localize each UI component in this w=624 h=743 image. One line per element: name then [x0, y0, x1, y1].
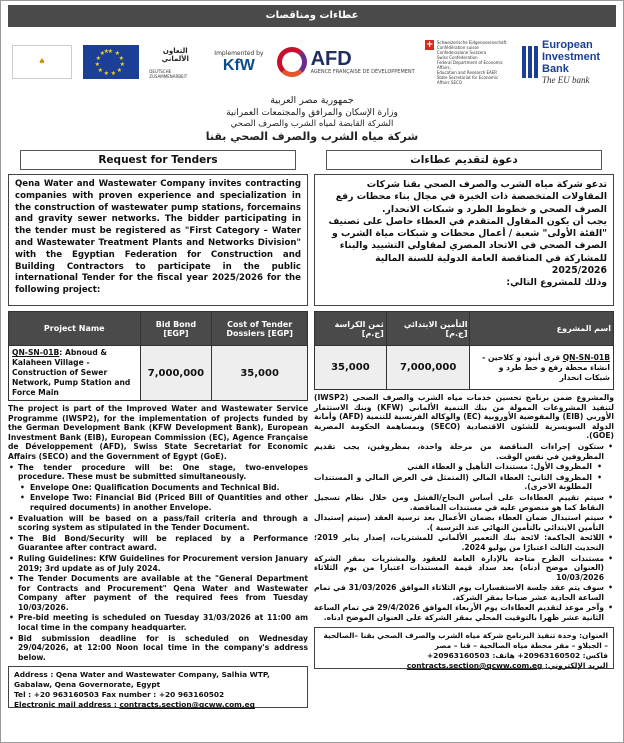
logo-strip — [4, 31, 620, 93]
arabic-column — [314, 150, 614, 708]
english-intro-category: "First Category – Water and Wastewater Treatment Plants and Networks Division" — [15, 226, 301, 248]
authority-block — [4, 95, 620, 144]
col-bid-bond: Bid Bond [EGP] — [140, 312, 212, 346]
arabic-email-label: البريد الإلكتروني: — [542, 660, 608, 670]
col-project-name-ar: اسم المشروع — [470, 312, 614, 346]
arabic-heading: دعوة لتقديم عطاءات — [326, 150, 602, 170]
kfw-name: KfW — [222, 56, 255, 74]
afd-logo — [277, 47, 415, 77]
english-intro — [8, 174, 308, 306]
english-address — [8, 666, 308, 708]
english-project-table — [8, 311, 308, 401]
german-cooperation-logo — [149, 45, 201, 79]
arabic-intro-text: تدعو شركة مياه الشرب والصرف الصحي بقنا شركات المقاولات المتخصصة ذات الخبرة في مجال بناء محطات رفع الصرف الصحي و خطوط الطرد و شبكات الانحدار. — [335, 179, 607, 215]
egypt-flag-icon: ♠ — [12, 45, 72, 79]
kfw-implemented-by: Implemented by — [214, 49, 264, 57]
english-bid-bond: • The Bid Bond/Security will be replaced by a Performance Guarantee after contract award. — [8, 534, 308, 553]
project-code-ar: QN-SN-01B — [562, 352, 610, 362]
project-cell — [9, 346, 141, 401]
eu-flag-icon: ★ ★ ★ ★ ★ ★ ★ ★ ★ ★ ★ ★ — [83, 45, 139, 79]
project-code: QN-SN-01B — [12, 348, 60, 357]
section-banner: عطاءات ومناقصات — [8, 5, 616, 27]
english-evaluation: • Evaluation will be based on a pass/fail criteria and through a scoring system as stipulated in the Tender Document. — [8, 514, 308, 533]
afd-name: AFD — [310, 48, 352, 70]
eib-bars-icon — [522, 46, 538, 78]
english-guidelines: • Ruling Guidelines: KfW Guidelines for Procurement version January 2019; 3rd update as of July 2024. — [8, 554, 308, 573]
arabic-email-link[interactable]: contracts.section@qcww.com.eg — [406, 660, 543, 670]
bid-bond-value-ar: 7,000,000 — [386, 346, 470, 390]
arabic-deadline: • وآخر موعد لتقديم العطاءات يوم الأربعاء الموافق 29/4/2026 في تمام الساعة الثانية عشر ظهرا بالتوقيت المحلي بمقر الشركة على العنوان الموضح ادناه. — [314, 603, 614, 622]
arabic-procedure: • ستكون إجراءات المناقصة من مرحلة واحدة، بمظروفين، يجب تقديم المظروفين في نفس الوقت. — [314, 442, 614, 461]
project-title: : Abnoud & Kalaheen Village - Construction of Sewer Network, Pump Station and Force Main — [12, 348, 131, 397]
authority-line-2: وزارة الإسكان والمرافق والمجتمعات العمرانية — [226, 108, 398, 118]
eib-logo — [522, 39, 612, 85]
german-cooperation-title: التعاون الألماني — [161, 47, 189, 63]
english-body — [8, 404, 308, 662]
col-project-name: Project Name — [9, 312, 141, 346]
table-row — [9, 346, 308, 401]
col-dossier-cost-ar: ثمن الكراسة [ج.م] — [315, 312, 387, 346]
authority-line-3: الشركة القابضة لمياه الشرب والصرف الصحي — [230, 119, 394, 129]
arabic-bid-bond: • سيتم استبدال ضمان العطاء بضمان الأعمال بعد ترسية العقد (سيتم إستبدال التأمين الابتدائي بالتأمين النهائي عند الترسية ). — [314, 513, 614, 532]
afd-sub: AGENCE FRANÇAISE DE DÉVELOPPEMENT — [310, 69, 415, 75]
authority-line-1: جمهورية مصر العربية — [270, 95, 354, 106]
english-email-link[interactable]: contracts.section@qcww.com.eg — [119, 700, 255, 710]
english-prebid: • Pre-bid meeting is scheduled on Tuesday 31/03/2026 at 11:00 am local time in the company headquarter. — [8, 613, 308, 632]
bid-bond-value: 7,000,000 — [140, 346, 212, 401]
english-programme: The project is part of the Improved Water and Wastewater Service Programme (IWSP2), for the implementation of projects funded by the German Development Bank (KFW Development Bank), European Investment Bank (EIB), European Commission (EC), Agence Française de Développement (AFD), Swiss State Secretariat for Economic Affairs (SECO) and the Government of Egypt (GoE). — [8, 404, 308, 461]
kfw-logo — [212, 50, 266, 75]
col-bid-bond-ar: التأمين الابتدائي [ج.م] — [386, 312, 470, 346]
seco-line: Schweizerische Eidgenossenschaft — [436, 39, 507, 45]
arabic-programme: والمشروع ضمن برنامج تحسين خدمات مياه الشرب والصرف الصحي (IWSP2) لتنفيذ المشروعات الممولة من بنك التنمية الألماني (KFW) وبنك الاستثمار الأوربي (EIB) والمفوضية الأوروبية (EC) والوكالة الفرنسية للتنمية (AFD) وأمانة الدولة السويسرية للشئون الاقتصادية (SECO) وبمساهمة الحكومة المصرية (GOE). — [314, 393, 614, 441]
seco-line: State Secretariat for Economic Affairs SECO — [436, 74, 499, 85]
seco-line: Education and Research EAER — [436, 69, 498, 75]
english-envelope-two: • Envelope Two: Financial Bid (Priced Bill of Quantities and other required documents) in another Envelope. — [8, 493, 308, 512]
arabic-project-table — [314, 311, 614, 390]
arabic-envelope-one: • المظروف الأول: مستندات التأهيل و العطاء الفني — [314, 462, 614, 472]
arabic-address — [314, 627, 614, 669]
english-heading: Request for Tenders — [20, 150, 296, 170]
english-deadline: • Bid submission deadline for is scheduled on Wednesday 29/04/2026, at 12:00 Noon local time in the company's address below. — [8, 634, 308, 663]
arabic-intro-text-2: وذلك للمشروع التالي: — [506, 277, 607, 289]
dossier-cost-value-ar: 35,000 — [315, 346, 387, 390]
project-cell-ar — [470, 346, 614, 390]
english-phone-line: Tel : +20 963160503 Fax number : +20 963160502 — [14, 690, 225, 700]
arabic-intro — [314, 174, 614, 306]
arabic-guidelines: • اللائحة الحاكمة: لائحة بنك التعمير الألماني للمشتريات، إصدار يناير 2019؛ التحديث الثالث اعتبارًا من يوليو 2024. — [314, 533, 614, 552]
authority-line-4: شركة مياه الشرب والصرف الصحي بقنا — [205, 130, 419, 143]
arabic-intro-category: يجب أن يكون المقاول المتقدم في العطاء حاصل على تصنيف "الفئة الأولى" شعبة / أعمال محطات و شبكات مياة الشرب و الصرف الصحي في الاتحاد المصري لمقاولي التشييد والبناء للمشاركة في المناقصة العامة الدولية للسنة المالية 2025/2026 — [328, 215, 607, 277]
arabic-address-line: العنوان: وحدة تنفيذ البرنامج شركة مياه الشرب والصرف الصحي بقنا –الصالحية – الجبلاو – مقر محطة مياه الصالحية – قنا – مصر — [323, 630, 608, 650]
seco-line: Federal Department of Economic Affairs, — [436, 59, 503, 70]
seco-logo — [425, 40, 511, 85]
seco-line: Confédération suisse — [436, 44, 479, 50]
english-email-label: Electronic mail address : — [14, 700, 120, 710]
english-documents: • The Tender Documents are available at the "General Department for Contracts and Procurement" Qena Water and Wastewater Company after payment of the required fees from Tuesday 10/03/2026. — [8, 574, 308, 612]
english-address-line: Address : Qena Water and Wastewater Company, Salhia WTP, Gabalaw, Qena Governorate, Egypt — [14, 670, 270, 690]
col-dossier-cost: Cost of Tender Dossiers [EGP] — [212, 312, 308, 346]
arabic-documents: • مستندات الطرح متاحة بالإدارة العامة للعقود والمشتريات بمقر الشركة (العنوان موضح أدناه) بعد سداد قيمة المستندات اعتبارا من يوم الثلاثاء 10/03/2026 — [314, 554, 614, 583]
swiss-cross-icon: + — [425, 39, 434, 50]
arabic-email-line — [320, 661, 608, 671]
english-intro-text-2: with the Egyptian Federation for Construction and Building Contractors to participate in the public international Tender for the fiscal year 2025/2026 for the following project: — [15, 249, 301, 296]
english-procedure: • The tender procedure will be: One stage, two-envelopes procedure. These must be submitted simultaneously. — [8, 463, 308, 482]
project-title-ar: قرى أبنود و كلاحين - انشاء محطة رفع و خط طرد و شبكات انحدار — [482, 352, 610, 382]
english-email-line — [14, 700, 302, 710]
english-envelope-one: • Envelope One: Qualification Documents and Technical Bid. — [8, 483, 308, 493]
seco-line: Confederazione Svizzera — [436, 49, 487, 55]
arabic-envelope-two: • المظروف الثاني: العطاء المالي (المتمثل في العرض المالي و المستندات المطلوبة الاخرى). — [314, 473, 614, 492]
arabic-body — [314, 393, 614, 623]
eib-tagline: The EU bank — [542, 75, 590, 85]
arabic-evaluation: • سيتم تقييم العطاءات على أساس النجاح/الفشل ومن خلال نظام تسجيل النقاط كما هو منصوص عليه في مستندات المناقصة. — [314, 493, 614, 512]
afd-ring-icon — [277, 47, 307, 77]
english-column — [8, 150, 308, 708]
german-cooperation-sub: DEUTSCHE ZUSAMMENARBEIT — [149, 69, 188, 79]
english-intro-text: Qena Water and Wastewater Company invites contracting companies with proven experience and specialization in the construction of wastewater pump stations, forcemains and gravity sewer networks. The bidder participating in the tender must be registered as — [15, 179, 301, 237]
arabic-prebid: • سوف يتم عقد جلسة الاستفسارات يوم الثلاثاء الموافق 31/03/2026 في تمام الساعة الحادية عشر صباحا بمقر الشركة. — [314, 583, 614, 602]
arabic-phone-line: فاكس: 20963160502+ هاتف: 20963160503+ — [426, 650, 608, 660]
tender-columns — [4, 150, 620, 708]
seco-line: Swiss Confederation — [436, 54, 478, 60]
eib-name: European Investment Bank — [542, 39, 601, 75]
dossier-cost-value: 35,000 — [212, 346, 308, 401]
table-row — [315, 346, 614, 390]
